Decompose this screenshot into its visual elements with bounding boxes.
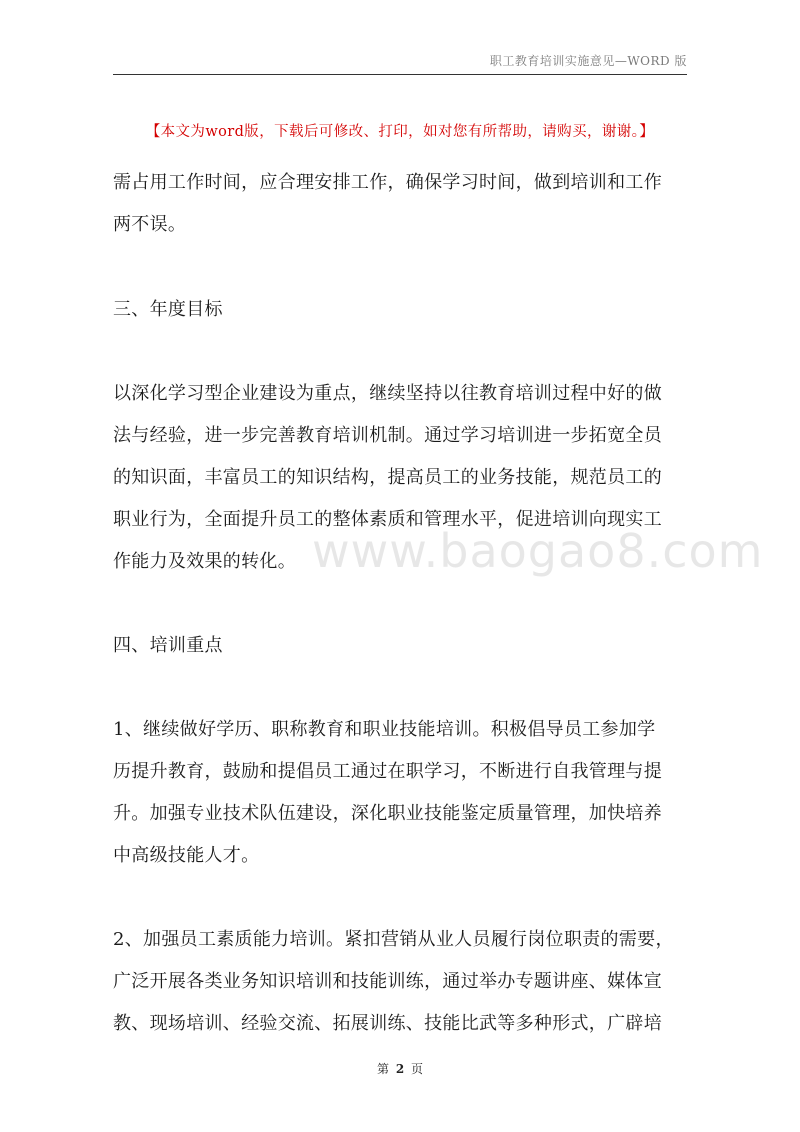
purchase-notice: 【本文为word版，下载后可修改、打印，如对您有所帮助，请购买，谢谢。】 <box>145 124 655 140</box>
paragraph-line: 1、继续做好学历、职称教育和职业技能培训。积极倡导员工参加学 <box>113 719 656 740</box>
paragraph-line: 的知识面，丰富员工的知识结构，提高员工的业务技能，规范员工的 <box>113 467 662 488</box>
paragraph-line: 广泛开展各类业务知识培训和技能训练，通过举办专题讲座、媒体宣 <box>113 971 662 992</box>
header-divider <box>113 74 687 75</box>
paragraph-line: 历提升教育，鼓励和提倡员工通过在职学习，不断进行自我管理与提 <box>113 761 662 782</box>
paragraph-line: 以深化学习型企业建设为重点，继续坚持以往教育培训过程中好的做 <box>113 383 662 404</box>
paragraph-line: 法与经验，进一步完善教育培训机制。通过学习培训进一步拓宽全员 <box>113 425 662 446</box>
paragraph-line: 2、加强员工素质能力培训。紧扣营销从业人员履行岗位职责的需要， <box>113 929 674 950</box>
paragraph-line: 需占用工作时间，应合理安排工作，确保学习时间，做到培训和工作 <box>113 172 662 193</box>
page-footer <box>0 1060 800 1077</box>
section-heading: 四、培训重点 <box>113 635 223 656</box>
footer-suffix: 页 <box>411 1062 424 1076</box>
running-header: 职工教育培训实施意见—WORD 版 <box>489 54 687 68</box>
page-number: 2 <box>395 1062 405 1076</box>
watermark: www.baogao8.com <box>312 524 764 578</box>
paragraph-line: 升。加强专业技术队伍建设，深化职业技能鉴定质量管理，加快培养 <box>113 803 662 824</box>
paragraph-line: 职业行为，全面提升员工的整体素质和管理水平，促进培训向现实工 <box>113 509 662 530</box>
footer-prefix: 第 <box>376 1062 389 1076</box>
paragraph-line: 作能力及效果的转化。 <box>113 551 296 572</box>
paragraph-line: 中高级技能人才。 <box>113 845 260 866</box>
paragraph-line: 教、现场培训、经验交流、拓展训练、技能比武等多种形式，广辟培 <box>113 1013 662 1034</box>
section-heading: 三、年度目标 <box>113 299 223 320</box>
paragraph-line: 两不误。 <box>113 214 187 235</box>
